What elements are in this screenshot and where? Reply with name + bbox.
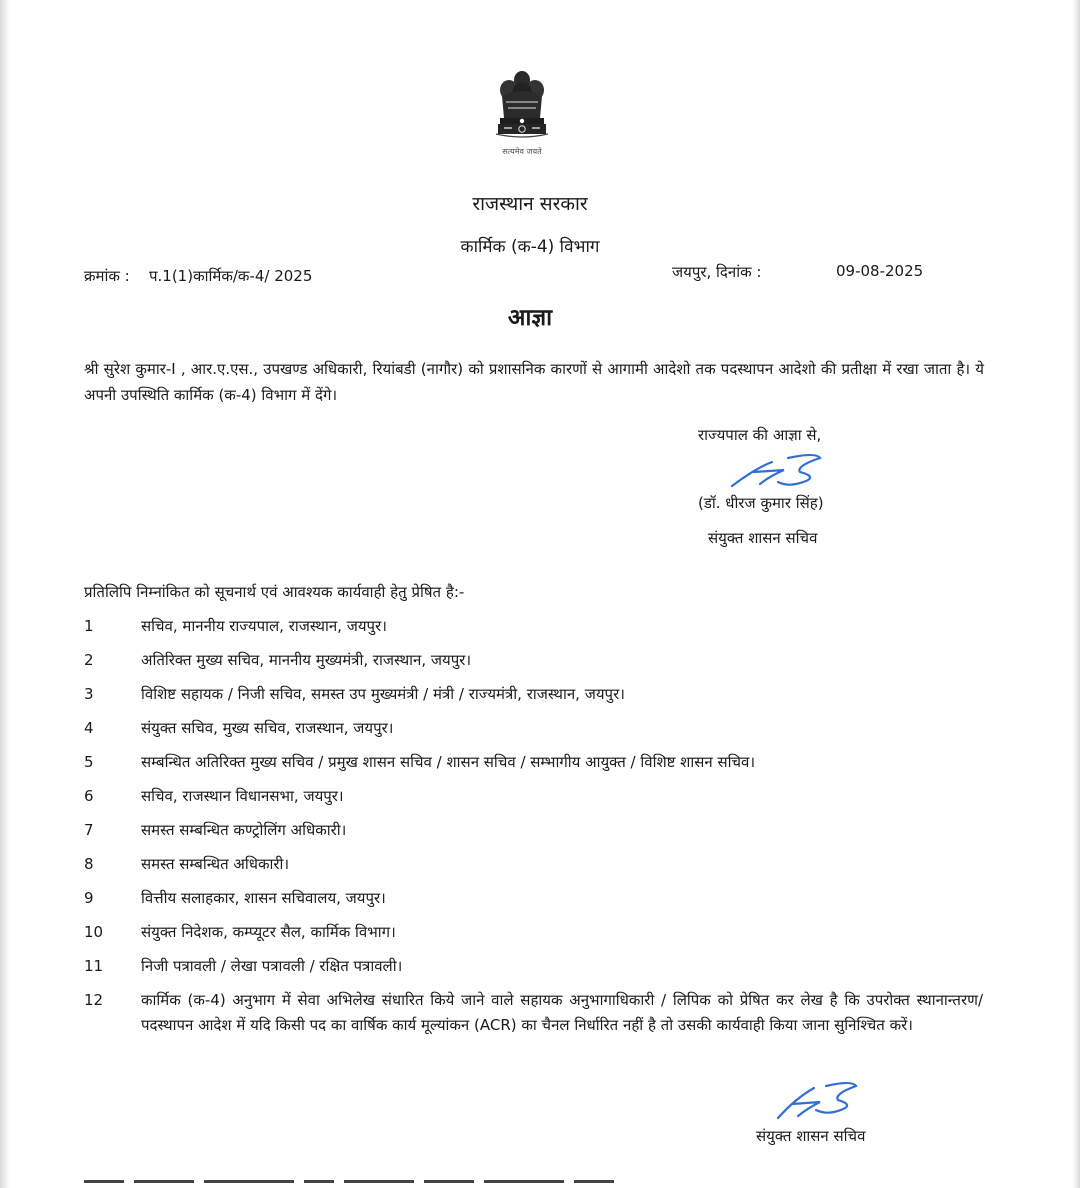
national-emblem — [490, 66, 554, 162]
list-item-text: संयुक्त सचिव, मुख्य सचिव, राजस्थान, जयपुर। — [141, 719, 394, 737]
government-title: राजस्थान सरकार — [472, 193, 588, 215]
page-edge-left — [0, 0, 10, 1188]
list-item — [84, 954, 994, 988]
reference-number: प.1(1)कार्मिक/क-4/ 2025 — [149, 267, 313, 285]
footer-signatory-designation: संयुक्त शासन सचिव — [756, 1127, 866, 1145]
signatory-name: (डॉ. धीरज कुमार सिंह) — [698, 494, 824, 512]
reference-label: क्रमांक : — [84, 267, 130, 285]
list-item-text: समस्त सम्बन्धित कण्ट्रोलिंग अधिकारी। — [141, 821, 347, 839]
department-title: कार्मिक (क-4) विभाग — [460, 237, 600, 257]
signature-mark — [726, 448, 836, 494]
list-item-text: समस्त सम्बन्धित अधिकारी। — [141, 855, 290, 873]
order-title: आज्ञा — [507, 305, 553, 331]
list-item-text: कार्मिक (क-4) अनुभाग में सेवा अभिलेख संधारित किये जाने वाले सहायक अनुभागाधिकारी / लिपिक को प्रेषित कर लेख है कि उपरोक्त स्थानान्तरण/पदस्थापन आदेश में यदि किसी पद का वार्षिक कार्य मूल्यांकन (ACR) का चैनल निर्धारित नहीं है तो उसकी कार्यवाही किया जाना सुनिश्चित करें। — [141, 991, 983, 1034]
list-item-number: 9 — [84, 889, 94, 907]
list-item-number: 6 — [84, 787, 94, 805]
list-item — [84, 852, 994, 886]
list-item-number: 5 — [84, 753, 94, 771]
list-item — [84, 614, 994, 648]
list-item-number: 1 — [84, 617, 94, 635]
cropped-text-line — [84, 1180, 684, 1188]
list-item — [84, 648, 994, 682]
list-item-number: 10 — [84, 923, 104, 941]
by-order-line: राज्यपाल की आज्ञा से, — [698, 426, 822, 444]
date-label: जयपुर, दिनांक : — [672, 263, 762, 281]
list-item-number: 8 — [84, 855, 94, 873]
list-item-number: 7 — [84, 821, 94, 839]
list-item-number: 11 — [84, 957, 104, 975]
list-item — [84, 818, 994, 852]
list-item-text: सचिव, राजस्थान विधानसभा, जयपुर। — [141, 787, 344, 805]
list-item — [84, 784, 994, 818]
list-item — [84, 920, 994, 954]
emblem-motto: सत्यमेव जयते — [502, 147, 542, 156]
list-item-number: 4 — [84, 719, 94, 737]
copy-list — [84, 614, 994, 1068]
list-item-text: सचिव, माननीय राज्यपाल, राजस्थान, जयपुर। — [141, 617, 387, 635]
page-edge-right — [1072, 0, 1080, 1188]
copy-heading: प्रतिलिपि निम्नांकित को सूचनार्थ एवं आवश्यक कार्यवाही हेतु प्रेषित है:- — [84, 583, 465, 601]
list-item-text: सम्बन्धित अतिरिक्त मुख्य सचिव / प्रमुख शासन सचिव / शासन सचिव / सम्भागीय आयुक्त / विशिष्ट शासन सचिव। — [141, 753, 756, 771]
list-item — [84, 716, 994, 750]
order-date: 09-08-2025 — [836, 262, 924, 280]
list-item-text: विशिष्ट सहायक / निजी सचिव, समस्त उप मुख्यमंत्री / मंत्री / राज्यमंत्री, राजस्थान, जयपुर। — [141, 685, 625, 703]
list-item — [84, 988, 994, 1068]
order-text: श्री सुरेश कुमार-I , आर.ए.एस., उपखण्ड अधिकारी, रियांबडी (नागौर) को प्रशासनिक कारणों से आगामी आदेशो तक पदस्थापन आदेशो की प्रतीक्षा में रखा जाता है। ये अपनी उपस्थिति कार्मिक (क-4) विभाग में देंगे। — [84, 360, 984, 404]
signatory-designation: संयुक्त शासन सचिव — [708, 529, 818, 547]
list-item-number: 3 — [84, 685, 94, 703]
list-item-text: वित्तीय सलाहकार, शासन सचिवालय, जयपुर। — [141, 889, 386, 907]
list-item — [84, 682, 994, 716]
list-item-text: संयुक्त निदेशक, कम्प्यूटर सैल, कार्मिक विभाग। — [141, 923, 396, 941]
list-item-text: निजी पत्रावली / लेखा पत्रावली / रक्षित पत्रावली। — [141, 957, 403, 975]
list-item-number: 12 — [84, 991, 104, 1009]
signature-mark-footer — [770, 1074, 870, 1124]
list-item — [84, 750, 994, 784]
list-item-number: 2 — [84, 651, 94, 669]
list-item — [84, 886, 994, 920]
list-item-text: अतिरिक्त मुख्य सचिव, माननीय मुख्यमंत्री, राजस्थान, जयपुर। — [141, 651, 472, 669]
